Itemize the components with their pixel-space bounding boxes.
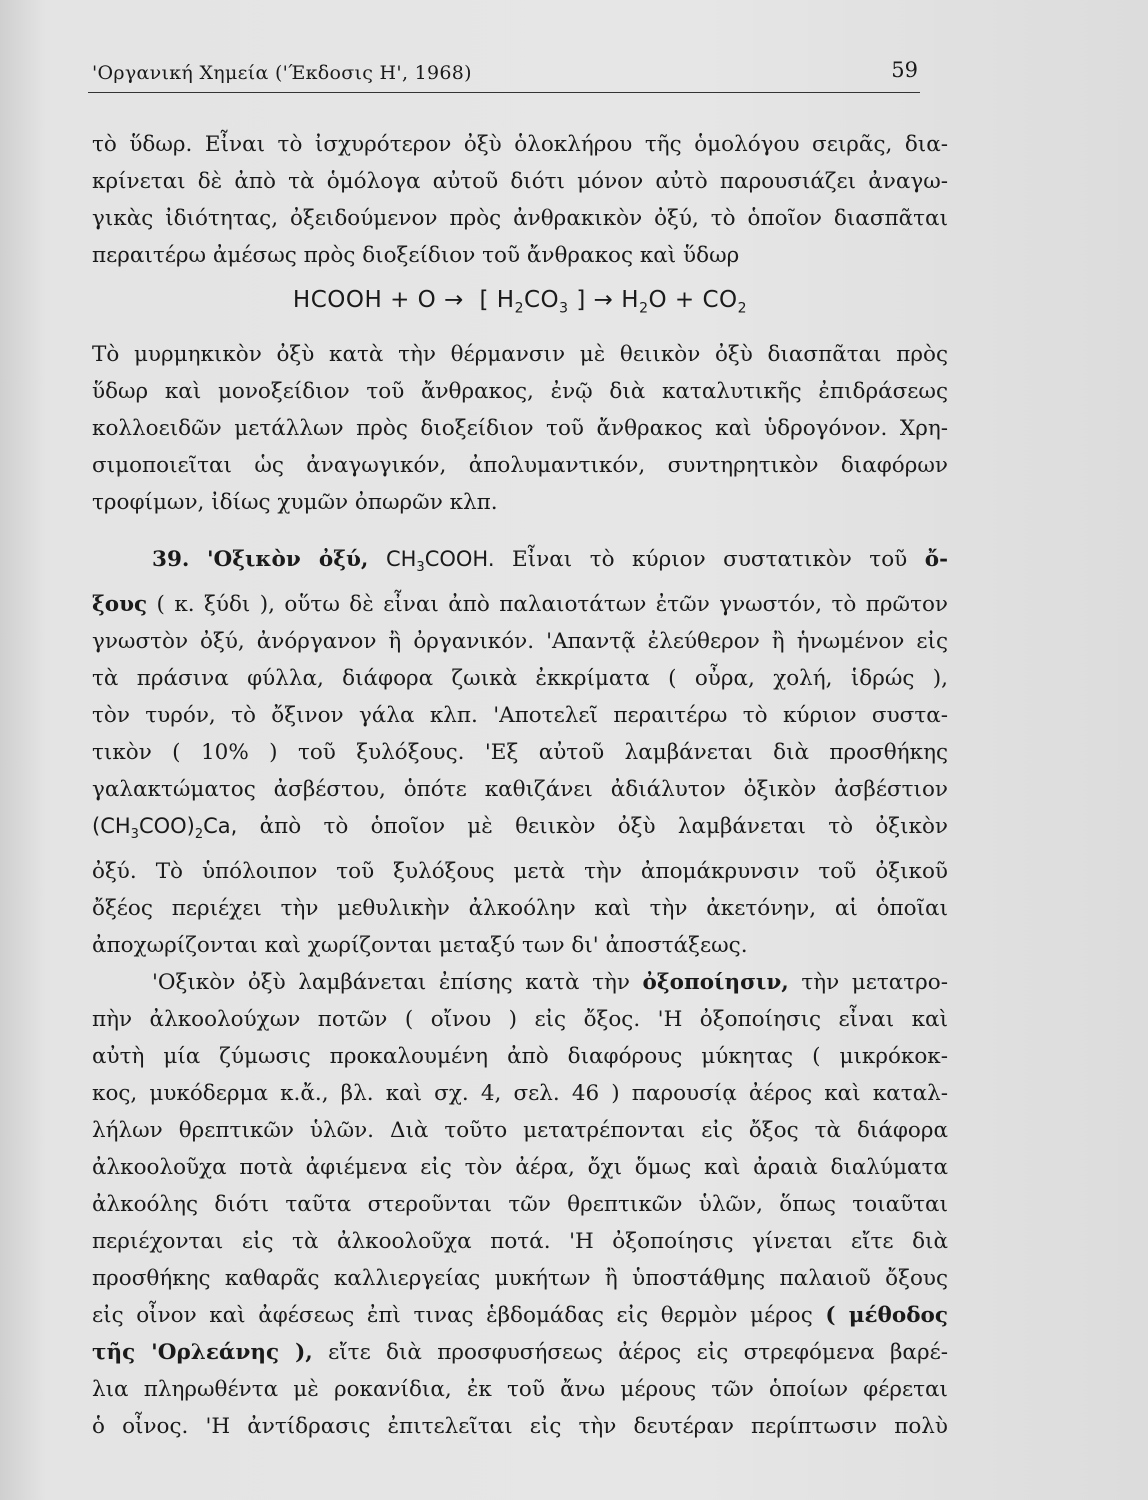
text-line: πὴν ἀλκοολούχων ποτῶν ( οἴνου ) εἰς ὄξος. 'Η ὀξοποίησις εἶναι καὶ bbox=[92, 1006, 948, 1032]
text-line: ὄξέος περιέχει τὴν μεθυλικὴν ἀλκοόλην καὶ τὴν ἀκετόνην, αἱ ὁποῖαι bbox=[92, 895, 948, 921]
text-line: περιέχονται εἰς τὰ ἀλκοολοῦχα ποτά. 'Η ὀξοποίησις γίνεται εἴτε διὰ bbox=[92, 1228, 948, 1254]
section-title: 'Οξικὸν ὀξύ, bbox=[206, 546, 369, 572]
text-line: ἀλκοολοῦχα ποτὰ ἀφιέμενα εἰς τὸν ἀέρα, ὄχι ὅμως καὶ ἀραιὰ διαλύματα bbox=[92, 1154, 948, 1180]
text-line: γνωστὸν ὀξύ, ἀνόργανον ἢ ὀργανικόν. 'Απαντᾷ ἐλεύθερον ἢ ἡνωμένον εἰς bbox=[92, 628, 948, 654]
section-heading-line: 39. 'Οξικὸν ὀξύ, $CH_3COOH$. Εἶναι τὸ κύριον συστατικὸν τοῦ ὄ- bbox=[152, 546, 949, 575]
section-formula: $CH_3COOH$. bbox=[385, 546, 495, 575]
text-line: σιμοποιεῖται ὡς ἀναγωγικόν, ἀπολυμαντικόν, συντηρητικὸν διαφόρων bbox=[92, 452, 948, 478]
calcium-acetate-formula: $(CH_3COO)_2Ca$, bbox=[92, 813, 238, 842]
text-line: τροφίμων, ἰδίως χυμῶν ὀπωρῶν κλπ. bbox=[92, 489, 498, 515]
text-line: ἀποχωρίζονται καὶ χωρίζονται μεταξύ των δι' ἀποστάξεως. bbox=[92, 932, 748, 958]
header-title: 'Οργανική Χημεία ('Έκδοσις Η', 1968) bbox=[92, 62, 472, 84]
text-line: ἀλκοόλης διότι ταῦτα στεροῦνται τῶν θρεπτικῶν ὑλῶν, ὅπως τοιαῦται bbox=[92, 1191, 948, 1217]
page-number: 59 bbox=[891, 58, 918, 82]
section-number: 39. bbox=[152, 546, 190, 572]
paragraph-formic-uses bbox=[92, 336, 948, 521]
text-line: τῆς 'Ορλεάνης ), εἴτε διὰ προσφυσήσεως ἀέρος εἰς στρεφόμενα βαρέ- bbox=[92, 1339, 948, 1365]
text-line: τὸν τυρόν, τὸ ὄξινον γάλα κλπ. 'Αποτελεῖ περαιτέρω τὸ κύριον συστα- bbox=[92, 702, 948, 728]
text-line: τὰ πράσινα φύλλα, διάφορα ζωικὰ ἐκκρίματα ( οὖρα, χολή, ἱδρώς ), bbox=[92, 665, 948, 691]
text-line: τικὸν ( 10% ) τοῦ ξυλόξους. 'Εξ αὐτοῦ λαμβάνεται διὰ προσθήκης bbox=[92, 739, 948, 765]
text-line: περαιτέρω ἀμέσως πρὸς διοξείδιον τοῦ ἄνθρακος καὶ ὕδωρ bbox=[92, 243, 740, 268]
text-line: τὸ ὕδωρ. Εἶναι τὸ ἰσχυρότερον ὀξὺ ὁλοκλήρου τῆς ὁμολόγου σειρᾶς, δια- bbox=[92, 132, 948, 157]
text-line: ὀξύ. Τὸ ὑπόλοιπον τοῦ ξυλόξους μετὰ τὴν ἀπομάκρυνσιν τοῦ ὀξικοῦ bbox=[92, 858, 948, 884]
text-line: $(CH_3COO)_2Ca$, ἀπὸ τὸ ὁποῖον μὲ θειικὸν ὀξὺ λαμβάνεται τὸ ὀξικὸν bbox=[92, 813, 948, 842]
running-header bbox=[88, 58, 920, 93]
text-line: ξους ( κ. ξύδι ), οὕτω δὲ εἶναι ἀπὸ παλαιοτάτων ἐτῶν γνωστόν, τὸ πρῶτον bbox=[92, 591, 948, 617]
text-line: γαλακτώματος ἀσβέστου, ὁπότε καθιζάνει ἀδιάλυτον ὀξικὸν ἀσβέστιον bbox=[92, 776, 948, 802]
page-body bbox=[92, 126, 948, 1445]
text-line: αὐτὴ μία ζύμωσις προκαλουμένη ἀπὸ διαφόρους μύκητας ( μικρόκοκ- bbox=[92, 1043, 948, 1069]
text-line: ὕδωρ καὶ μονοξείδιον τοῦ ἄνθρακος, ἐνῷ διὰ καταλυτικῆς ἐπιδράσεως bbox=[92, 378, 948, 404]
text-line: γικὰς ἰδιότητας, ὀξειδούμενον πρὸς ἀνθρακικὸν ὀξύ, τὸ ὁποῖον διασπᾶται bbox=[92, 206, 948, 231]
paragraph-acetification bbox=[92, 964, 948, 1445]
text-line: κολλοειδῶν μετάλλων πρὸς διοξείδιον τοῦ ἄνθρακος καὶ ὑδρογόνον. Χρη- bbox=[92, 415, 948, 441]
section-acetic-acid bbox=[92, 541, 948, 964]
text-line: κρίνεται δὲ ἀπὸ τὰ ὁμόλογα αὐτοῦ διότι μόνον αὐτὸ παρουσιάζει ἀναγω- bbox=[92, 169, 948, 194]
paragraph-formic-acid bbox=[92, 126, 948, 274]
text-line: ὁ οἶνος. 'Η ἀντίδρασις ἐπιτελεῖται εἰς τὴν δευτέραν περίπτωσιν πολὺ bbox=[92, 1413, 948, 1439]
chemical-equation: HCOOH + O → [ $H_2CO_3$ ] → $H_2O + CO_2$ bbox=[292, 287, 748, 317]
text-line: λήλων θρεπτικῶν ὑλῶν. Διὰ τοῦτο μετατρέπονται εἰς ὄξος τὰ διάφορα bbox=[92, 1117, 948, 1143]
text-line: Τὸ μυρμηκικὸν ὀξὺ κατὰ τὴν θέρμανσιν μὲ θειικὸν ὀξὺ διασπᾶται πρὸς bbox=[92, 341, 948, 367]
text-line: προσθήκης καθαρᾶς καλλιεργείας μυκήτων ἢ ὑποστάθμης παλαιοῦ ὄξους bbox=[92, 1265, 948, 1291]
text-line: λια πληρωθέντα μὲ ροκανίδια, ἐκ τοῦ ἄνω μέρους τῶν ὁποίων φέρεται bbox=[92, 1376, 948, 1402]
text-line: 'Οξικὸν ὀξὺ λαμβάνεται ἐπίσης κατὰ τὴν ὀξοποίησιν, τὴν μετατρο- bbox=[152, 969, 948, 995]
text-line: εἰς οἶνον καὶ ἀφέσεως ἐπὶ τινας ἑβδομάδας εἰς θερμὸν μέρος ( μέθοδος bbox=[92, 1302, 948, 1328]
text-line: κος, μυκόδερμα κ.ἄ., βλ. καὶ σχ. 4, σελ. 46 ) παρουσίᾳ ἀέρος καὶ καταλ- bbox=[92, 1080, 948, 1106]
